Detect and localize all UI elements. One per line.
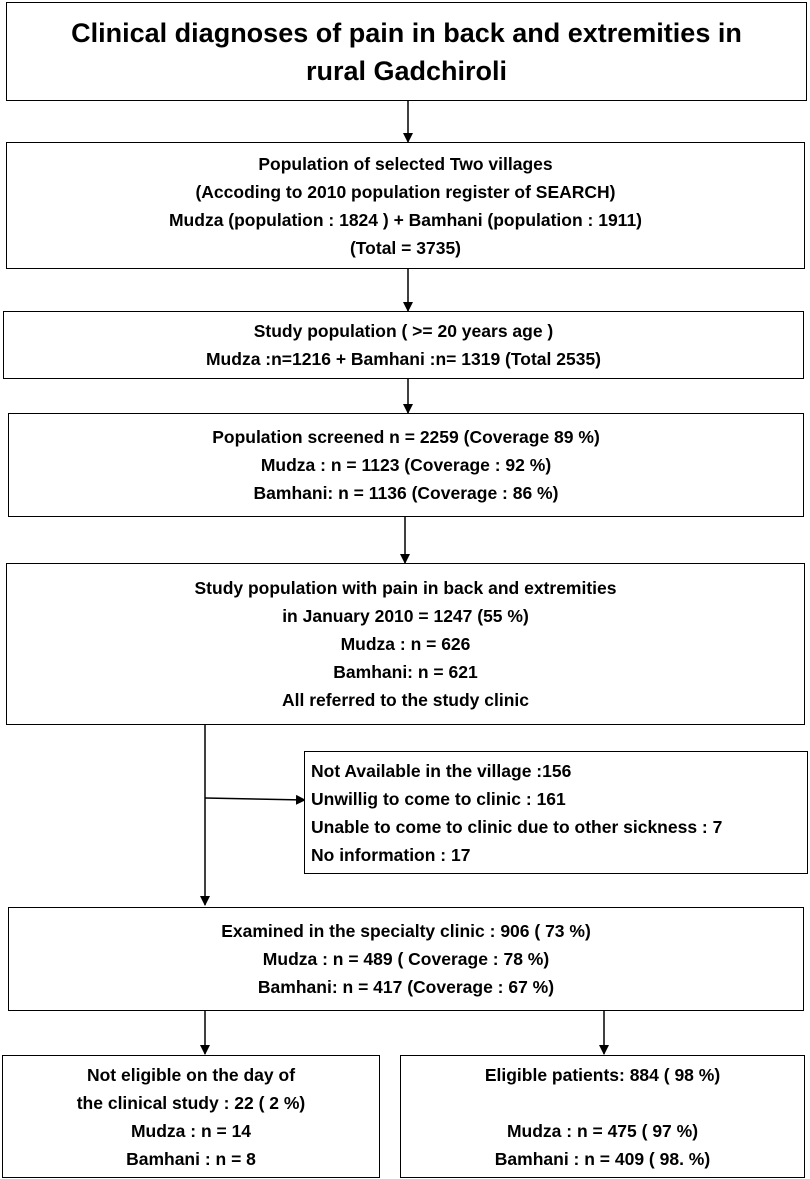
population-box: [6, 142, 805, 269]
excluded-line: Unwillig to come to clinic : 161: [311, 788, 566, 809]
study-population-line: Mudza :n=1216 + Bamhani :n= 1319 (Total 2535): [205, 349, 602, 369]
eligible-box: [400, 1055, 805, 1178]
not-eligible-line: Mudza : n = 14: [130, 1120, 252, 1141]
with-pain-line: All referred to the study clinic: [282, 690, 529, 710]
with-pain-line: in January 2010 = 1247 (55 %): [282, 606, 529, 626]
eligible-line: Bamhani : n = 409 ( 98. %): [494, 1148, 711, 1169]
examined-line: Examined in the specialty clinic : 906 ( 73 %): [221, 921, 591, 941]
with-pain-box: [6, 563, 805, 725]
excluded-line: Unable to come to clinic due to other sickness : 7: [311, 816, 723, 837]
population-line: Mudza (population : 1824 ) + Bamhani (population : 1911): [168, 209, 643, 230]
examined-line: Bamhani: n = 417 (Coverage : 67 %): [257, 977, 555, 997]
not-eligible-line: the clinical study : 22 ( 2 %): [76, 1092, 306, 1113]
examined-box: [8, 907, 804, 1011]
study-population-box: [3, 311, 804, 379]
population-line: Population of selected Two villages: [258, 153, 553, 174]
screened-line: Mudza : n = 1123 (Coverage : 92 %): [260, 455, 552, 475]
title-box: [6, 2, 807, 101]
population-line: (Total = 3735): [349, 237, 462, 258]
with-pain-line: Bamhani: n = 621: [333, 662, 478, 682]
study-population-line: Study population ( >= 20 years age ): [253, 321, 554, 341]
population-line: (Accoding to 2010 population register of SEARCH): [195, 181, 616, 202]
arrow-to-excluded: [205, 798, 305, 800]
excluded-line: Not Available in the village :156: [311, 760, 572, 781]
title-line: Clinical diagnoses of pain in back and extremities in: [71, 17, 742, 48]
not-eligible-box: [2, 1055, 380, 1178]
eligible-line: Eligible patients: 884 ( 98 %): [484, 1064, 721, 1085]
excluded-line: No information : 17: [311, 844, 471, 865]
with-pain-line: Mudza : n = 626: [340, 634, 471, 654]
screened-line: Population screened n = 2259 (Coverage 89 %): [212, 427, 600, 447]
examined-line: Mudza : n = 489 ( Coverage : 78 %): [262, 949, 550, 969]
title-line: rural Gadchiroli: [305, 55, 508, 86]
not-eligible-line: Not eligible on the day of: [86, 1064, 296, 1085]
screened-line: Bamhani: n = 1136 (Coverage : 86 %): [253, 483, 559, 503]
screened-box: [8, 413, 804, 517]
with-pain-line: Study population with pain in back and extremities: [194, 578, 617, 598]
not-eligible-line: Bamhani : n = 8: [126, 1148, 256, 1169]
excluded-box: [304, 751, 808, 874]
eligible-line: Mudza : n = 475 ( 97 %): [506, 1120, 699, 1141]
